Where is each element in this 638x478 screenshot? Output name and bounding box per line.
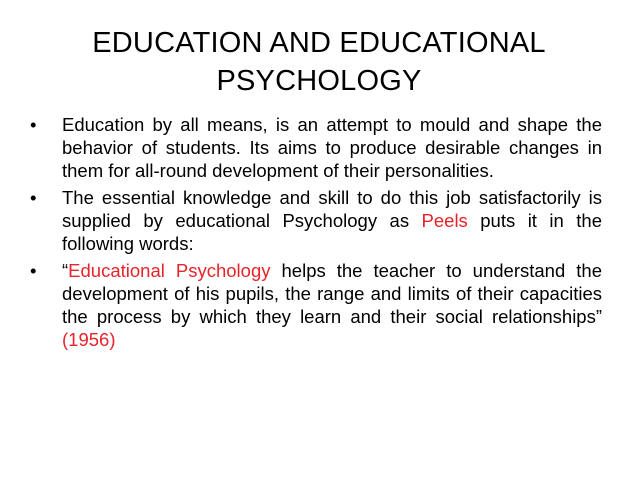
bullet-text: Education by all means, is an attempt to mould and shape the behavior of students. Its aims to produce desirable changes in them for all-round development of their personalities. (62, 114, 602, 181)
bullet-dot-icon: • (30, 114, 37, 135)
bullet-list (30, 113, 602, 355)
bullet-dot-icon: • (30, 187, 37, 208)
open-quote: “ (62, 260, 69, 281)
bullet-item-quote (30, 259, 602, 351)
bullet-dot-icon: • (30, 260, 37, 281)
quote-text: helps the teacher to understand the development of his pupils, the range and limits of their capacities the process by which they learn and their social relationships” (62, 260, 602, 327)
bullet-item-education (30, 113, 602, 182)
bullet-text-before: The essential knowledge and skill to do this job satisfactorily is supplied by educational Psychology as (62, 187, 602, 231)
highlight-educational-psychology: Educational Psychology (68, 260, 271, 281)
title-line-1: EDUCATION AND EDUCATIONAL (92, 27, 546, 59)
highlight-peels: Peels (421, 210, 468, 231)
bullet-item-knowledge (30, 186, 602, 255)
quote-year: (1956) (62, 329, 116, 350)
slide-title (40, 24, 598, 100)
bullet-text-after: puts it in the following words: (62, 210, 602, 254)
title-line-2: PSYCHOLOGY (216, 65, 422, 97)
